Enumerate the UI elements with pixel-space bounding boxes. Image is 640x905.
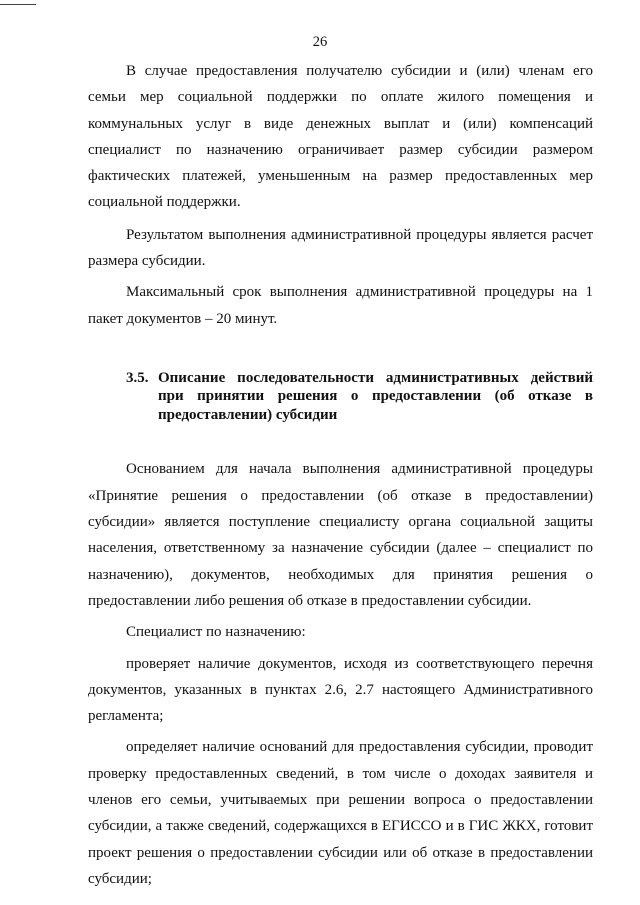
section-title: Описание последовательности административных действий при принятии решения о предоставлении (об отказе в предоставлении) субсидии <box>158 369 593 423</box>
section-number: 3.5. <box>126 369 149 386</box>
paragraph-determine-grounds: определяет наличие оснований для предоставления субсидии, проводит проверку предоставленных сведений, в том числе о доходах заявителя и членов его семьи, учитываемых при решении вопроса о предоставлении субсидии, а также сведений, содержащихся в ЕГИССО и в ГИС ЖКХ, готовит проект решения о предоставлении субсидии или об отказе в предоставлении субсидии; <box>88 739 593 887</box>
paragraph-specialist-intro: Специалист по назначению: <box>126 624 306 641</box>
section-heading <box>126 369 593 425</box>
page-number: 26 <box>312 34 328 50</box>
paragraph-subsidy-limit: В случае предоставления получателю субсидии и (или) членам его семьи мер социальной поддержки по оплате жилого помещения и коммунальных услуг в виде денежных выплат и (или) компенсаций специалист по назначению ограничивает размер субсидии размером фактических платежей, уменьшенным на размер предоставленных мер социальной поддержки. <box>88 63 593 211</box>
document-body <box>88 58 593 892</box>
scan-edge-line <box>0 4 36 5</box>
paragraph-check-documents: проверяет наличие документов, исходя из соответствующего перечня документов, указанных в пунктах 2.6, 2.7 настоящего Административного регламента; <box>88 655 593 725</box>
paragraph-max-duration: Максимальный срок выполнения административной процедуры на 1 пакет документов – 20 минут. <box>88 284 593 327</box>
paragraph-procedure-result: Результатом выполнения административной процедуры является расчет размера субсидии. <box>88 226 593 270</box>
paragraph-procedure-basis: Основанием для начала выполнения административной процедуры «Принятие решения о предоставлении (об отказе в предоставлении) субсидии» является поступление специалисту органа социальной защиты населения, ответственному за назначение субсидии (далее – специалист по назначению), документов, необходимых для принятия решения о предоставлении либо решения об отказе в предоставлении субсидии. <box>88 461 593 609</box>
